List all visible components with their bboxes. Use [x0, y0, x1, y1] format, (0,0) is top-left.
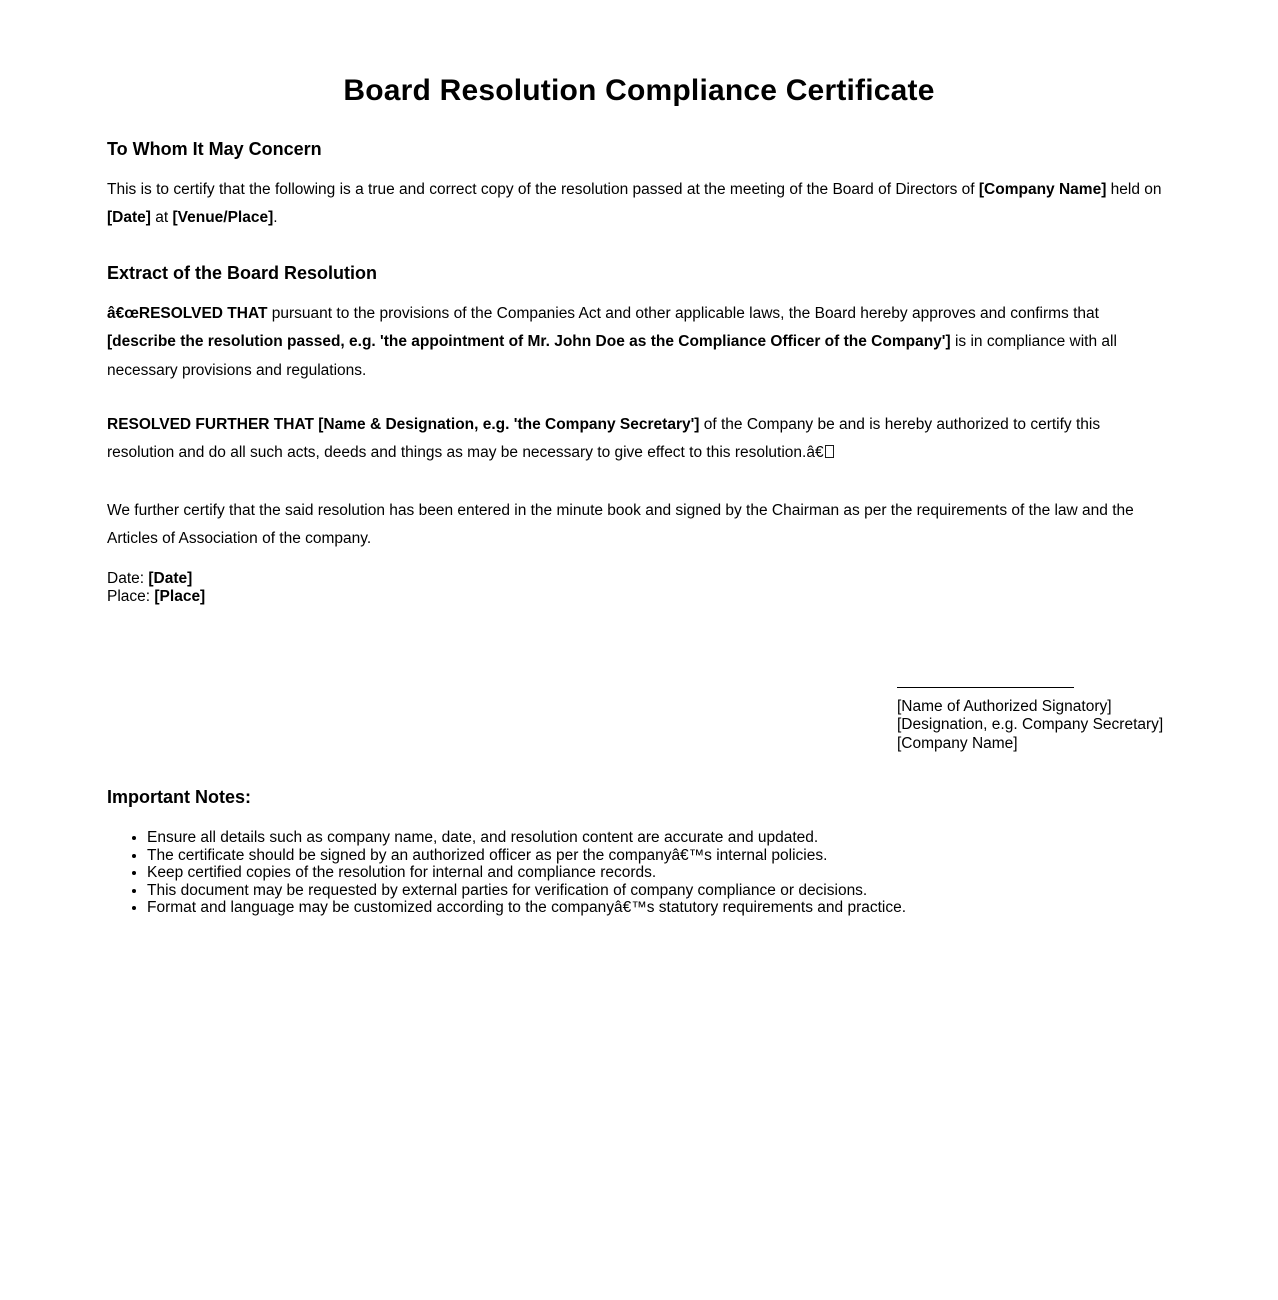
note-item: • The certificate should be signed by an authorized officer as per the companyâ€™s internal policies. — [147, 847, 1171, 865]
salutation-heading: To Whom It May Concern — [107, 138, 322, 159]
intro-text-3: at — [150, 209, 173, 227]
intro-text-2: held on — [1106, 181, 1162, 199]
signatory-company-placeholder: [Company Name] — [897, 734, 1018, 752]
intro-text-4: . — [273, 209, 278, 227]
date-label: Date: — [107, 569, 149, 587]
important-notes-section — [107, 787, 1171, 916]
extract-heading: Extract of the Board Resolution — [107, 262, 378, 283]
intro-paragraph — [107, 176, 1171, 232]
note-item: • Keep certified copies of the resolution for internal and compliance records. — [147, 864, 1171, 882]
resolved-text-2: is in compliance with all necessary provisions and regulations. — [107, 333, 1117, 379]
resolved-text-1: pursuant to the provisions of the Companies Act and other applicable laws, the Board hereby approves and confirms that — [267, 305, 1099, 323]
date-value-placeholder: [Date] — [148, 569, 193, 587]
signature-block — [897, 687, 1171, 754]
place-line — [107, 588, 1171, 607]
resolution-description-placeholder: [describe the resolution passed, e.g. 'the appointment of Mr. John Doe as the Compliance Officer of the Company'] — [107, 333, 951, 351]
resolved-further-lead: RESOLVED FURTHER THAT [Name & Designation, e.g. 'the Company Secretary'] — [107, 415, 700, 433]
resolved-further-text: of the Company be and is hereby authorized to certify this resolution and do all such acts, deeds and things as may be necessary to give effect to this resolution.â€ — [107, 415, 1101, 461]
company-name-placeholder: [Company Name] — [978, 181, 1107, 199]
certify-paragraph: We further certify that the said resolution has been entered in the minute book and signed by the Chairman as per the requirements of the law and the Articles of Association of the company. — [107, 502, 1134, 548]
important-notes-list — [107, 829, 1171, 917]
resolved-paragraph-2 — [107, 411, 1171, 467]
missing-glyph-box — [825, 445, 834, 458]
signature-line — [897, 687, 1074, 688]
note-item: • This document may be requested by external parties for verification of company compliance or decisions. — [147, 882, 1171, 900]
venue-placeholder: [Venue/Place] — [172, 209, 274, 227]
resolved-that-lead: â€œRESOLVED THAT — [107, 305, 268, 323]
signatory-designation-placeholder: [Designation, e.g. Company Secretary] — [897, 716, 1164, 734]
resolved-paragraph-1 — [107, 300, 1171, 385]
signatory-name-placeholder: [Name of Authorized Signatory] — [897, 697, 1112, 715]
date-placeholder: [Date] — [107, 209, 151, 227]
date-line — [107, 570, 1171, 589]
place-label: Place: — [107, 588, 155, 606]
place-value-placeholder: [Place] — [154, 588, 206, 606]
important-notes-heading: Important Notes: — [107, 787, 251, 808]
date-place-block — [107, 570, 1171, 607]
note-item: • Format and language may be customized according to the companyâ€™s statutory requirements and practice. — [147, 899, 1171, 917]
note-item: • Ensure all details such as company name, date, and resolution content are accurate and updated. — [147, 829, 1171, 847]
document-title: Board Resolution Compliance Certificate — [343, 74, 935, 107]
intro-text-1: This is to certify that the following is a true and correct copy of the resolution passed at the meeting of the Board of Directors of — [107, 181, 979, 199]
